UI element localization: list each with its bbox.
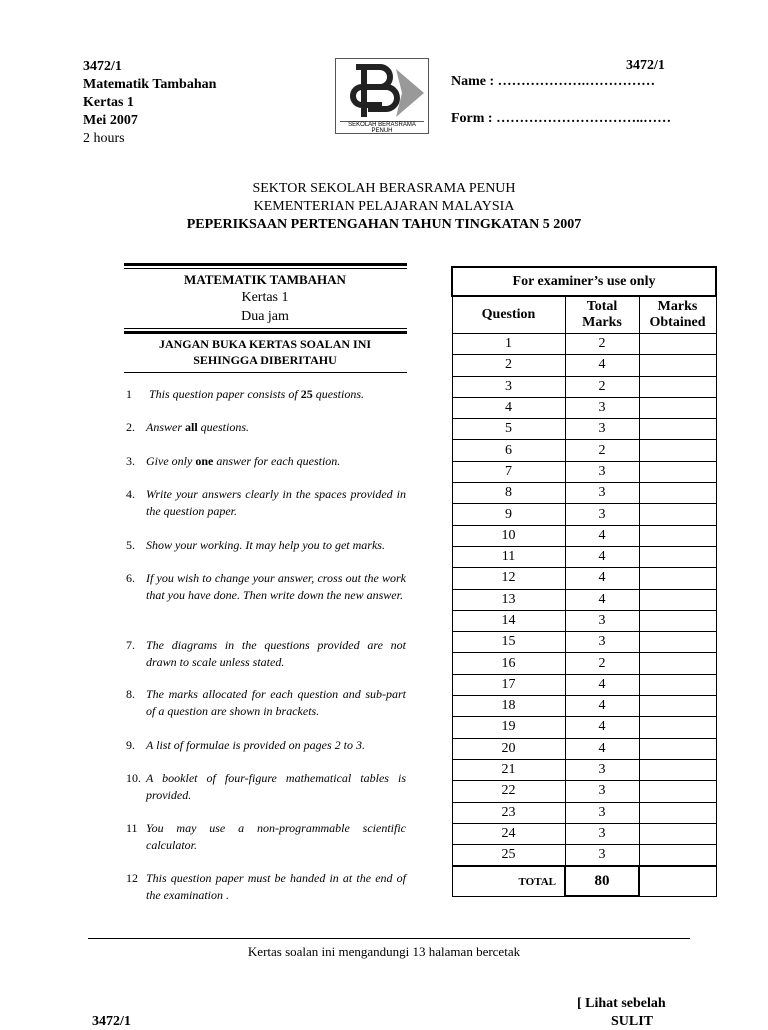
total-obtained-cell[interactable] — [639, 866, 716, 896]
total-marks-cell: 3 — [565, 419, 639, 440]
col-total-marks: Total Marks — [565, 296, 639, 334]
box-mid-rule — [124, 331, 407, 334]
paper-header — [83, 58, 216, 148]
table-row — [452, 696, 716, 717]
marks-obtained-cell[interactable] — [639, 334, 716, 355]
table-row — [452, 781, 716, 802]
marks-obtained-cell[interactable] — [639, 440, 716, 461]
footer-rule — [88, 938, 690, 939]
question-number: 2 — [452, 355, 565, 376]
question-number: 23 — [452, 802, 565, 823]
table-row — [452, 376, 716, 397]
total-marks-cell: 4 — [565, 546, 639, 567]
question-number: 9 — [452, 504, 565, 525]
marks-obtained-cell[interactable] — [639, 397, 716, 418]
instruction-item: 5. Show your working. It may help you to get marks. — [126, 538, 385, 552]
total-marks-cell: 4 — [565, 355, 639, 376]
table-row — [452, 504, 716, 525]
total-marks-cell: 3 — [565, 483, 639, 504]
total-marks-cell: 2 — [565, 376, 639, 397]
exam-date: Mei 2007 — [83, 113, 138, 128]
total-marks-cell: 4 — [565, 525, 639, 546]
total-marks-cell: 3 — [565, 397, 639, 418]
instruction-item: 3. Give only one answer for each question. — [126, 454, 341, 468]
table-row — [452, 568, 716, 589]
box-warning-2: SEHINGGA DIBERITAHU — [193, 353, 337, 367]
total-marks-cell: 3 — [565, 610, 639, 631]
total-marks-cell: 3 — [565, 759, 639, 780]
table-caption: For examiner’s use only — [452, 267, 716, 296]
total-marks-cell: 4 — [565, 696, 639, 717]
total-marks-cell: 2 — [565, 653, 639, 674]
table-row — [452, 845, 716, 867]
table-row — [452, 546, 716, 567]
logo-caption: SEKOLAH BERASRAMA PENUH — [348, 122, 416, 134]
table-row — [452, 355, 716, 376]
table-row — [452, 653, 716, 674]
total-marks-cell: 4 — [565, 589, 639, 610]
form-field[interactable]: Form : …………………………..…… — [451, 111, 672, 126]
total-value: 80 — [565, 866, 639, 896]
exam-duration: 2 hours — [83, 131, 125, 146]
question-number: 25 — [452, 845, 565, 867]
question-number: 14 — [452, 610, 565, 631]
marks-obtained-cell[interactable] — [639, 376, 716, 397]
table-row — [452, 419, 716, 440]
total-marks-cell: 4 — [565, 738, 639, 759]
question-number: 18 — [452, 696, 565, 717]
box-duration: Dua jam — [241, 309, 289, 324]
table-row — [452, 483, 716, 504]
question-number: 13 — [452, 589, 565, 610]
box-top-rule — [124, 263, 407, 266]
title-sector: SEKTOR SEKOLAH BERASRAMA PENUH — [252, 181, 516, 196]
marks-obtained-cell[interactable] — [639, 504, 716, 525]
table-row — [452, 823, 716, 844]
marks-obtained-cell[interactable] — [639, 845, 716, 867]
table-row — [452, 440, 716, 461]
table-row — [452, 632, 716, 653]
marks-obtained-cell[interactable] — [639, 674, 716, 695]
table-row — [452, 674, 716, 695]
question-number: 5 — [452, 419, 565, 440]
turn-over-note: [ Lihat sebelah — [577, 996, 666, 1011]
question-number: 19 — [452, 717, 565, 738]
instruction-item: 8. The marks allocated for each question and sub-part of a question are shown in brackets. — [126, 687, 406, 718]
instruction-item: 1 This question paper consists of 25 questions. — [126, 387, 365, 401]
paper-code: 3472/1 — [83, 59, 122, 74]
question-number: 22 — [452, 781, 565, 802]
marks-obtained-cell[interactable] — [639, 610, 716, 631]
instruction-item: 4. Write your answers clearly in the spaces provided in the question paper. — [126, 487, 406, 518]
table-row — [452, 717, 716, 738]
table-row — [452, 738, 716, 759]
table-row — [452, 525, 716, 546]
marks-obtained-cell[interactable] — [639, 653, 716, 674]
total-marks-cell: 4 — [565, 717, 639, 738]
question-number: 6 — [452, 440, 565, 461]
table-row — [452, 802, 716, 823]
title-exam: PEPERIKSAAN PERTENGAHAN TAHUN TINGKATAN 5 2007 — [186, 217, 582, 232]
question-number: 24 — [452, 823, 565, 844]
marks-obtained-cell[interactable] — [639, 546, 716, 567]
subject-name: Matematik Tambahan — [83, 77, 217, 92]
instruction-item: 9. A list of formulae is provided on pages 2 to 3. — [126, 738, 365, 752]
question-number: 15 — [452, 632, 565, 653]
instruction-item: 10. A booklet of four-figure mathematical tables is provided. — [126, 771, 406, 802]
box-mid-rule-thin — [124, 328, 407, 329]
question-number: 4 — [452, 397, 565, 418]
sulit-label: SULIT — [611, 1014, 654, 1029]
marks-obtained-cell[interactable] — [639, 355, 716, 376]
total-marks-cell: 3 — [565, 802, 639, 823]
marks-obtained-cell[interactable] — [639, 781, 716, 802]
question-number: 8 — [452, 483, 565, 504]
question-number: 11 — [452, 546, 565, 567]
marks-obtained-cell[interactable] — [639, 419, 716, 440]
total-marks-cell: 3 — [565, 781, 639, 802]
marks-obtained-cell[interactable] — [639, 483, 716, 504]
total-marks-cell: 4 — [565, 674, 639, 695]
marks-obtained-cell[interactable] — [639, 461, 716, 482]
question-number: 12 — [452, 568, 565, 589]
question-number: 21 — [452, 759, 565, 780]
examiner-marks-table — [451, 266, 717, 897]
table-row — [452, 334, 716, 355]
question-number: 10 — [452, 525, 565, 546]
title-ministry: KEMENTERIAN PELAJARAN MALAYSIA — [253, 199, 515, 214]
table-row — [452, 610, 716, 631]
question-number: 7 — [452, 461, 565, 482]
table-row — [452, 589, 716, 610]
name-field[interactable]: Name : ……………….…………… — [451, 74, 656, 89]
total-label: TOTAL — [452, 866, 565, 896]
marks-obtained-cell[interactable] — [639, 632, 716, 653]
box-top-rule-thin — [124, 268, 407, 269]
box-subject: MATEMATIK TAMBAHAN — [184, 272, 346, 287]
question-number: 3 — [452, 376, 565, 397]
col-marks-obtained: Marks Obtained — [639, 296, 716, 334]
box-bottom-rule — [124, 372, 407, 373]
total-marks-cell: 3 — [565, 632, 639, 653]
total-marks-cell: 4 — [565, 568, 639, 589]
pages-note: Kertas soalan ini mengandungi 13 halaman bercetak — [247, 944, 521, 959]
paper-code-bottom: 3472/1 — [92, 1014, 131, 1029]
table-row — [452, 461, 716, 482]
marks-obtained-cell[interactable] — [639, 759, 716, 780]
instruction-item: 2. Answer all questions. — [126, 420, 250, 434]
marks-obtained-cell[interactable] — [639, 802, 716, 823]
question-number: 20 — [452, 738, 565, 759]
total-marks-cell: 3 — [565, 845, 639, 867]
question-number: 16 — [452, 653, 565, 674]
instruction-item: 7. The diagrams in the questions provided are not drawn to scale unless stated. — [126, 638, 406, 669]
marks-obtained-cell[interactable] — [639, 823, 716, 844]
table-row — [452, 397, 716, 418]
marks-obtained-cell[interactable] — [639, 738, 716, 759]
total-marks-cell: 3 — [565, 504, 639, 525]
question-number: 1 — [452, 334, 565, 355]
paper-number: Kertas 1 — [83, 95, 134, 110]
box-paper: Kertas 1 — [241, 290, 289, 305]
box-warning-1: JANGAN BUKA KERTAS SOALAN INI — [158, 337, 372, 351]
instruction-item: 6. If you wish to change your answer, cross out the work that you have done. Then write down the new answer. — [126, 571, 406, 602]
marks-obtained-cell[interactable] — [639, 525, 716, 546]
total-marks-cell: 2 — [565, 334, 639, 355]
paper-code-right: 3472/1 — [626, 58, 665, 73]
instruction-item: 12 This question paper must be handed in at the end of the examination . — [126, 871, 406, 902]
total-marks-cell: 3 — [565, 461, 639, 482]
marks-obtained-cell[interactable] — [639, 589, 716, 610]
table-body — [452, 334, 716, 867]
instruction-item: 11 You may use a non-programmable scientific calculator. — [126, 821, 406, 852]
school-logo — [335, 58, 429, 134]
total-marks-cell: 2 — [565, 440, 639, 461]
marks-obtained-cell[interactable] — [639, 568, 716, 589]
col-question: Question — [452, 296, 565, 334]
table-row — [452, 759, 716, 780]
marks-obtained-cell[interactable] — [639, 717, 716, 738]
total-marks-cell: 3 — [565, 823, 639, 844]
marks-obtained-cell[interactable] — [639, 696, 716, 717]
question-number: 17 — [452, 674, 565, 695]
